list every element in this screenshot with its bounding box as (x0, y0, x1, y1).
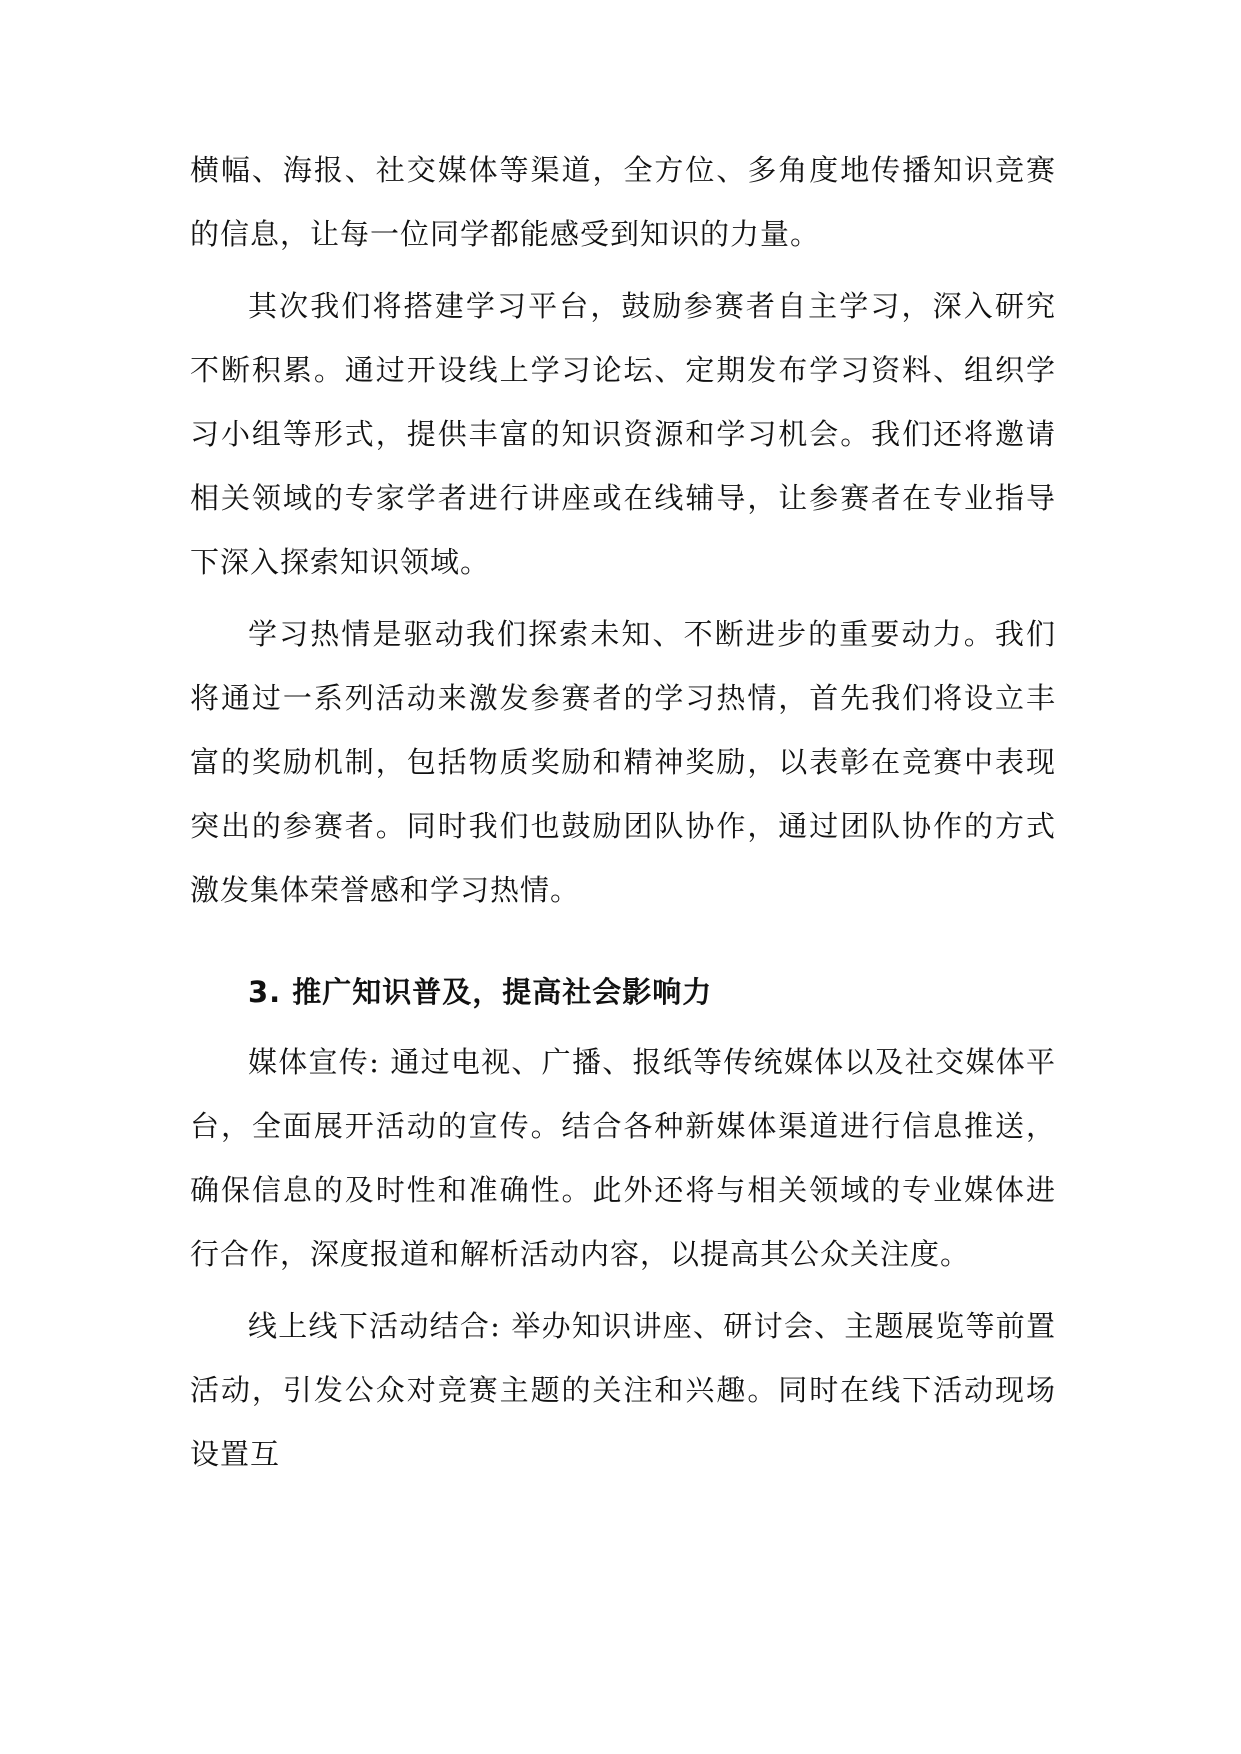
paragraph-continued: 横幅、海报、社交媒体等渠道，全方位、多角度地传播知识竞赛的信息，让每一位同学都能感受到知识的力量。 (190, 153, 1056, 251)
paragraph-online-offline: 线上线下活动结合: 举办知识讲座、研讨会、主题展览等前置活动，引发公众对竞赛主题的关注和兴趣。同时在线下活动现场设置互 (190, 1309, 1056, 1471)
section-heading: 3. 推广知识普及，提高社会影响力 (248, 975, 713, 1009)
paragraph-learning-enthusiasm: 学习热情是驱动我们探索未知、不断进步的重要动力。我们将通过一系列活动来激发参赛者的学习热情，首先我们将设立丰富的奖励机制，包括物质奖励和精神奖励，以表彰在竞赛中表现突出的参赛者。同时我们也鼓励团队协作，通过团队协作的方式激发集体荣誉感和学习热情。 (190, 617, 1056, 907)
paragraph-media-promotion: 媒体宣传: 通过电视、广播、报纸等传统媒体以及社交媒体平台，全面展开活动的宣传。结合各种新媒体渠道进行信息推送，确保信息的及时性和准确性。此外还将与相关领域的专业媒体进行合作，深度报道和解析活动内容，以提高其公众关注度。 (190, 1045, 1056, 1271)
paragraph-learning-platform: 其次我们将搭建学习平台，鼓励参赛者自主学习，深入研究不断积累。通过开设线上学习论坛、定期发布学习资料、组织学习小组等形式，提供丰富的知识资源和学习机会。我们还将邀请相关领域的专家学者进行讲座或在线辅导，让参赛者在专业指导下深入探索知识领域。 (190, 289, 1056, 579)
document-body (190, 138, 1056, 1494)
